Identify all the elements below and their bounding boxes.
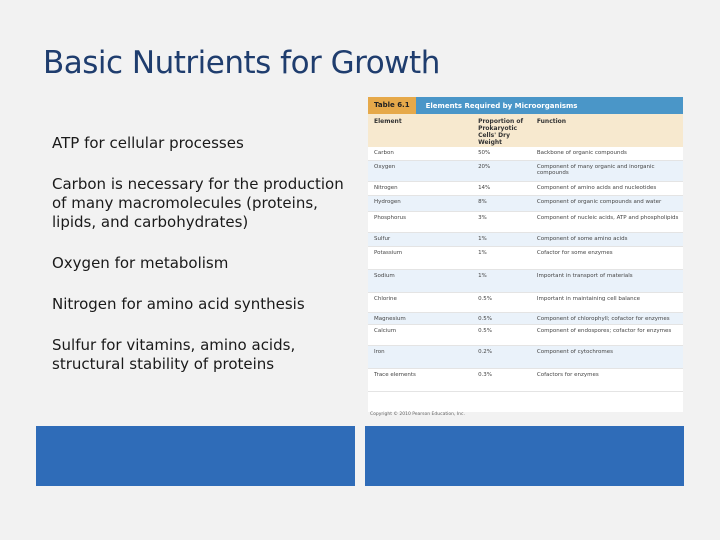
- bullet-text: for amino acid synthesis: [116, 295, 305, 313]
- table-cell: Component of chlorophyll; cofactor for enzymes: [536, 316, 670, 322]
- bullet-text: for cellular processes: [79, 134, 244, 152]
- bullet-text: for metabolism: [109, 254, 229, 272]
- table-body: [368, 147, 683, 392]
- table-cell: Component of nucleic acids, ATP and phospholipids: [536, 215, 679, 221]
- table-row: [368, 346, 683, 369]
- table-column-headers: [368, 114, 683, 147]
- bullet-term: Carbon: [52, 175, 107, 193]
- table-cell: Backbone of organic compounds: [536, 150, 627, 156]
- bullet-atp: [52, 134, 352, 153]
- table-credit: Copyright © 2010 Pearson Education, Inc.: [370, 412, 465, 417]
- table-cell: 0.5%: [478, 316, 493, 322]
- bullet-term: Sulfur: [52, 336, 97, 354]
- bullet-term: Nitrogen: [52, 295, 117, 313]
- table-cell: 0.3%: [478, 372, 493, 378]
- table-cell: 0.5%: [478, 296, 493, 302]
- table-cell: 0.5%: [478, 328, 493, 334]
- table-cell: 20%: [478, 164, 491, 170]
- table-cell: Cofactor for some enzymes: [536, 250, 613, 256]
- table-cell: Sulfur: [374, 236, 391, 242]
- table-cell: 8%: [478, 199, 487, 205]
- bullet-text: is necessary for the production of many macromolecules (proteins, lipids, and carbohydrates): [52, 175, 344, 231]
- table-cell: Carbon: [374, 150, 394, 156]
- column-header: Proportion of Prokaryotic Cells' Dry Weight: [478, 118, 524, 146]
- table-cell: Component of many organic and inorganic compounds: [536, 164, 655, 176]
- table-row: [368, 369, 683, 392]
- bullet-list: [52, 134, 352, 396]
- table-row: [368, 270, 683, 293]
- bullet-term: Oxygen: [52, 254, 110, 272]
- table-row: [368, 313, 683, 325]
- table-cell: Hydrogen: [374, 199, 401, 205]
- bullet-carbon: [52, 175, 352, 232]
- table-cell: Important in transport of materials: [536, 273, 633, 279]
- bullet-oxygen: [52, 254, 352, 273]
- elements-table: [368, 97, 683, 412]
- footer-band-right: [365, 426, 684, 486]
- table-cell: 1%: [478, 250, 487, 256]
- table-row: [368, 196, 683, 212]
- column-header: Function: [536, 118, 567, 125]
- slide-title: Basic Nutrients for Growth: [43, 45, 440, 81]
- table-cell: Calcium: [374, 328, 397, 334]
- table-header: [368, 97, 683, 114]
- table-cell: 3%: [478, 215, 487, 221]
- table-cell: 14%: [478, 185, 491, 191]
- table-cell: Potassium: [374, 250, 403, 256]
- table-row: [368, 233, 683, 247]
- bullet-nitrogen: [52, 295, 352, 314]
- table-cell: Sodium: [374, 273, 395, 279]
- table-cell: Component of amino acids and nucleotides: [536, 185, 657, 191]
- table-row: [368, 325, 683, 346]
- table-row: [368, 212, 683, 233]
- table-cell: Phosphorus: [374, 215, 406, 221]
- table-row: [368, 161, 683, 182]
- table-cell: Trace elements: [374, 372, 416, 378]
- column-header: Element: [374, 118, 402, 125]
- table-cell: Iron: [374, 349, 385, 355]
- table-cell: Component of organic compounds and water: [536, 199, 662, 205]
- table-row: [368, 247, 683, 270]
- footer-band-left: [36, 426, 355, 486]
- table-row: [368, 147, 683, 161]
- table-cell: 1%: [478, 273, 487, 279]
- table-cell: Component of some amino acids: [536, 236, 628, 242]
- table-cell: Chlorine: [374, 296, 397, 302]
- table-cell: 0.2%: [478, 349, 493, 355]
- bullet-text: for vitamins, amino acids, structural stability of proteins: [52, 336, 296, 373]
- table-cell: Magnesium: [374, 316, 406, 322]
- table-cell: Important in maintaining cell balance: [536, 296, 641, 302]
- bullet-sulfur: [52, 336, 352, 374]
- table-row: [368, 293, 683, 313]
- table-cell: Nitrogen: [374, 185, 398, 191]
- table-caption: Elements Required by Microorganisms: [425, 101, 578, 110]
- bullet-term: ATP: [52, 134, 80, 152]
- table-cell: 50%: [478, 150, 491, 156]
- table-row: [368, 182, 683, 196]
- table-cell: Oxygen: [374, 164, 396, 170]
- table-cell: 1%: [478, 236, 487, 242]
- table-cell: Cofactors for enzymes: [536, 372, 599, 378]
- table-cell: Component of cytochromes: [536, 349, 614, 355]
- table-number: Table 6.1: [368, 97, 416, 114]
- table-cell: Component of endospores; cofactor for enzymes: [536, 328, 672, 334]
